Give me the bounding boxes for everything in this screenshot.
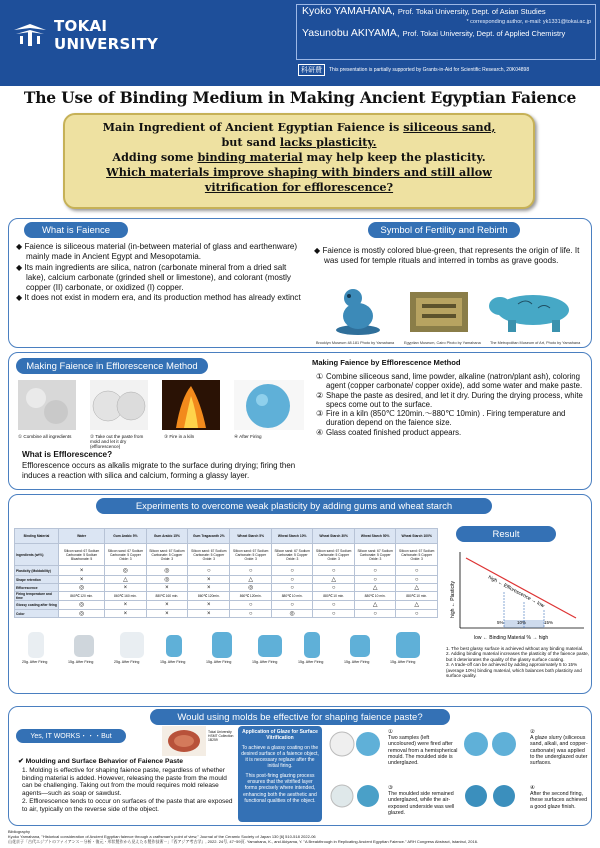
table-cell: 860℃ 120min.: [230, 592, 271, 601]
bullet: ◆ Faience is mostly colored blue-green, that represents the origin of life. It was used for temple rituals and interred in tombs as grave goods.: [314, 246, 580, 266]
table-header-cell: Wheat Starch 50%: [354, 529, 395, 544]
intro-text: Main Ingredient of Ancient Egyptian Faience is: [102, 120, 404, 134]
observation-number: ①: [388, 729, 393, 735]
bullet: ◆ Faience is siliceous material (in-between material of glass and earthenware) mainly made in Ancient Egypt and Mesopotamia.: [16, 242, 298, 262]
hippo-figurine-photo: [336, 289, 380, 335]
table-cell: ◎: [59, 584, 105, 592]
table-cell: ○: [354, 566, 395, 576]
table-cell: ×: [105, 601, 146, 610]
table-cell: ×: [188, 601, 230, 610]
photo-caption: Egyptian Museum, Cairo Photo by Yamahana: [404, 341, 481, 345]
tick-label: 10%: [517, 620, 527, 625]
table-cell: ○: [188, 566, 230, 576]
observation-number: ②: [530, 729, 535, 735]
mould-point: 1. Molding is effective for shaping faience paste, regardless of whether binding material is added. However, releasing the paste from the mould can be challenging. Taking out from the mould requires mold release agents—such as soap or sawdust.: [22, 767, 227, 798]
table-header-cell: Gum Arabic 5%: [105, 529, 146, 544]
table-cell: ○: [271, 576, 312, 584]
result-chart: [444, 548, 590, 644]
tokai-logo-icon: [12, 22, 48, 48]
intro-box: [63, 113, 535, 209]
table-cell: Silicon sand: 67 Sodium Carbonate: 5 Copper Oxide: 3: [354, 544, 395, 566]
mould-photo: [162, 726, 206, 756]
observation-2: [530, 729, 590, 766]
table-cell: Silicon sand: 67 Sodium Carbonate: 5 Copper Oxide: 3: [230, 544, 271, 566]
table-cell: ○: [396, 566, 438, 576]
result-list: 1. The best glassy surface is achieved without any binding material. 2. Adding binding material increases the plasticity of the faience paste, but it deteriorates the quality of the glassy surface coating. 3. A trade-off can be achieved by adding approximately 5 to 15% (average 10%) binding material, which balances both plasticity and surface quality.: [446, 646, 590, 679]
experiment-heading: Experiments to overcome weak plasticity by adding gums and wheat starch: [96, 498, 492, 514]
glaze-text: This post-firing glazing process ensures that the vitrified layer forms precisely where intended, enhancing both the aesthetic and functional qualities of the object.: [243, 772, 317, 804]
table-cell: Silicon sand: 67 Sodium Carbonate: 5 Copper Oxide: 3: [105, 544, 146, 566]
blue-hippo-photo: [489, 295, 569, 332]
table-cell: 860℃ 160 min.: [105, 592, 146, 601]
table-header-cell: Wheat Starch 5%: [230, 529, 271, 544]
dried-paste-photo: [90, 380, 148, 430]
sample-caption: 15g. After Firing: [344, 660, 370, 664]
sample-photo: [28, 632, 44, 658]
grant-seal: 科研費: [298, 64, 325, 76]
bullet: ◆ Its main ingredients are silica, natron (carbonate mineral from a dried salt lake), calcium carbonate (grinded shell or limestone), and colorant (mostly copper (II) carbonate, or oxidized (I) copper.: [16, 262, 291, 293]
table-cell: ◎: [146, 576, 187, 584]
y-label: high ← Plasticity: [450, 581, 456, 618]
method-heading: Making Faience in Efflorescence Method: [16, 358, 208, 374]
table-cell: Silicon sand: 67 Sodium Carbonate: 5 Copper Oxide: 3: [271, 544, 312, 566]
ingredients-photo: [18, 380, 76, 430]
bullet-text: It does not exist in modern era, and its production method has already extinct: [24, 293, 301, 303]
table-row: [15, 576, 438, 584]
table-cell: 880℃ 10 min.: [354, 592, 395, 601]
table-header-cell: Water: [59, 529, 105, 544]
author2-affiliation: Prof. Tokai University, Dept. of Applied Chemistry: [402, 29, 566, 38]
sample-photo: [396, 632, 420, 658]
poster-title: The Use of Binding Medium in Making Ancient Egyptian Faience: [23, 88, 577, 107]
table-row: [15, 610, 438, 618]
row-header: Plasticity (Moldability): [15, 566, 59, 576]
bibliography-title: Bibliography: [8, 829, 31, 834]
photo-caption: Brooklyn Museum 48.181 Photo by Yamahana: [316, 341, 395, 345]
table-cell: ×: [146, 584, 187, 592]
table-cell: ◎: [59, 601, 105, 610]
intro-highlight: lacks plasticity.: [279, 135, 377, 149]
table-header-cell: Binding Material: [15, 529, 59, 544]
observation-number: ④: [530, 785, 535, 791]
sample-caption: 15g. After Firing: [160, 660, 186, 664]
sample-photo: [350, 635, 370, 657]
symbol-heading: Symbol of Fertility and Rebirth: [368, 222, 520, 238]
table-cell: 880℃ 10 min.: [313, 592, 354, 601]
table-cell: ×: [146, 601, 187, 610]
table-header-cell: Wheat Starch 10%: [271, 529, 312, 544]
result-item: The best glassy surface is achieved without any binding material.: [451, 646, 584, 651]
table-row: [15, 544, 438, 566]
step-number: ③: [316, 409, 323, 419]
sample-caption: 15g. After Firing: [206, 660, 232, 664]
mould-subheading-text: Moulding and Surface Behavior of Faience Paste: [25, 758, 184, 765]
intro-text: but sand: [221, 135, 280, 149]
efflorescence-question: What is Efflorescence?: [22, 450, 113, 459]
photo-caption: The Metropolitan Museum of Art, Photo by Yamahana: [490, 341, 581, 345]
table-cell: △: [396, 601, 438, 610]
result-item: A trade-off can be achieved by adding approximately 5 to 15% (average 10%) binding material, which balances both plasticity and surface quality.: [446, 662, 582, 679]
table-cell: ○: [396, 576, 438, 584]
table-cell: Silicon sand: 67 Sodium Carbonate: 5 Copper Oxide: 3: [396, 544, 438, 566]
table-cell: ×: [188, 610, 230, 618]
process-step-photos: [16, 378, 308, 432]
grant-text: This presentation is partially supported by Grants-in-Aid for Scientific Research, 20K04898: [329, 67, 530, 73]
table-cell: ○: [313, 584, 354, 592]
step-caption: ② Take out the paste from mold and let it dry (efflorescence): [90, 434, 144, 450]
table-cell: ○: [230, 610, 271, 618]
intro-question: vitrification for efflorescence?: [204, 180, 394, 194]
table-cell: ◎: [59, 610, 105, 618]
row-header: Efflorescence: [15, 584, 59, 592]
glaze-title: Application of Glaze for Surface Vitrification: [242, 729, 318, 742]
bullet-text: Its main ingredients are silica, natron (carbonate mineral from a dried salt lake), calcium carbonate (grinded shell or limestone), and colorant (mostly copper (II) carbonate, or oxidized (I) copper.: [24, 262, 291, 293]
sample-photo: [304, 632, 320, 658]
step-text: Shape the paste as desired, and let it dry. During the drying process, white specs come out to the surface.: [326, 390, 583, 409]
kiln-fire-photo: [162, 380, 220, 430]
table-header-cell: Wheat Starch 100%: [396, 529, 438, 544]
step-number: ②: [316, 390, 323, 400]
result-item: Adding binding material increases the plasticity of the faience paste, but it deteriorates the quality of the glassy surface coating.: [446, 651, 590, 662]
table-cell: ○: [396, 610, 438, 618]
sample-photo: [120, 632, 144, 658]
sample-photos: [18, 628, 438, 664]
step-caption: ④ After Firing: [234, 434, 262, 439]
observation-text: After the second firing, these surfaces achieved a good glaze finish.: [530, 791, 588, 810]
table-cell: ○: [230, 566, 271, 576]
table-header-cell: Wheat Starch 30%: [313, 529, 354, 544]
observation-text: Two samples (left uncoloured) were fired after removal from a hemispherical mould. The moulded side is underglazed.: [388, 735, 458, 767]
mould-points: [22, 767, 234, 813]
table-cell: 860℃ 120min.: [188, 592, 230, 601]
table-cell: ×: [59, 576, 105, 584]
observation-4: [530, 785, 590, 810]
table-cell: ○: [271, 584, 312, 592]
bullet-text: Faience is mostly colored blue-green, that represents the origin of life. It was used for temple rituals and interred in tombs as grave goods.: [322, 246, 580, 266]
step-text: Glass coated finished product appears.: [326, 427, 462, 437]
table-header-cell: Gum Arabic 15%: [146, 529, 187, 544]
intro-highlight: binding material: [197, 150, 303, 164]
sample-caption: 25g. After Firing: [22, 660, 48, 664]
table-cell: ○: [313, 610, 354, 618]
observation-number: ③: [388, 785, 393, 791]
intro-text: Adding some: [112, 150, 198, 164]
mould-sample-photos-right: [460, 730, 528, 820]
table-cell: ○: [271, 566, 312, 576]
molds-heading: Would using molds be effective for shaping faience paste?: [150, 709, 450, 725]
mould-photo-caption: Tokai University HSMT Collection 1B259: [208, 730, 234, 742]
intro-question: Which materials improve shaping with binders and still allow: [106, 165, 492, 179]
bibliography-entry: 山花京子「古代エジプトのファイアンス－分析・復元・形状製作から見えたる製作技術－」『西アジア考古学』, 2022. 24号, 47~59頁. Yamahana, K., and Akiyama, Y. "A Breakthrough in Replicating Ancient Egyptian Faience." ARH Congress Abstract, Istanbul, 2016.: [8, 839, 479, 844]
table-cell: Silicon sand: 67 Sodium Carbonate: 5 Copper Oxide: 3: [313, 544, 354, 566]
observation-1: [388, 729, 458, 766]
glaze-box: [238, 726, 322, 822]
sample-photo: [212, 632, 232, 658]
sample-caption: 15g. After Firing: [68, 660, 94, 664]
authors-box: [296, 4, 596, 60]
step-text: Fire in a kiln (850℃ 120min.～880℃ 10min) . Firing temperature and duration depend on the faience size.: [326, 409, 566, 428]
table-cell: △: [313, 576, 354, 584]
intro-highlight: siliceous sand,: [403, 120, 496, 134]
table-row: [15, 592, 438, 601]
observation-text: The moulded side remained underglazed, while the air-exposed underside was well glazed.: [388, 791, 455, 816]
table-cell: ◎: [146, 566, 187, 576]
table-cell: 880℃ 10 min.: [271, 592, 312, 601]
step-text: Combine siliceous sand, lime powder, alkaline (natron/plant ash), coloring agent (copper carbonate/ copper oxide), add some water and make paste.: [326, 372, 583, 391]
table-cell: Silicon sand: 67 Sodium Carbonate: 5 Sodium Bicarbonate: 5: [59, 544, 105, 566]
table-cell: △: [105, 576, 146, 584]
table-cell: ×: [188, 584, 230, 592]
table-cell: ×: [188, 576, 230, 584]
x-label: low ← Binding Material % → high: [474, 635, 549, 641]
bibliography: [8, 829, 596, 844]
tick-label: 15%: [544, 620, 554, 625]
what-heading: What is Faience: [24, 222, 128, 238]
step-number: ①: [316, 372, 323, 381]
row-header: Firing temperature and time: [15, 592, 59, 601]
observation-3: [388, 785, 458, 816]
bullet-text: Faience is siliceous material (in-between material of glass and earthenware) mainly made in Ancient Egypt and Mesopotamia.: [24, 242, 298, 262]
table-cell: ◎: [271, 610, 312, 618]
mould-point: 2. Efflorescence tends to occur on surfaces of the paste that are exposed to air, typically on the reverse side of the object.: [22, 797, 233, 813]
sample-caption: 15g. After Firing: [252, 660, 278, 664]
method-steps: [316, 372, 588, 437]
efflorescence-answer: Efflorescence occurs as alkalis migrate to the surface during drying; firing then induces a reaction with silica and calcium, forming a glassy layer.: [22, 461, 296, 480]
sample-photo: [166, 635, 182, 657]
table-cell: ×: [105, 610, 146, 618]
bullet: ◆ It does not exist in modern era, and its production method has already extinct: [16, 293, 301, 303]
what-bullets: [16, 242, 308, 304]
university-name: TOKAI UNIVERSITY: [54, 17, 159, 53]
row-header: Ingredients (wt%): [15, 544, 59, 566]
method-steps-title: Making Faience by Efflorescence Method: [312, 358, 461, 367]
table-row: [15, 601, 438, 610]
step-number: ④: [316, 427, 323, 437]
fired-faience-photo: [234, 380, 304, 430]
line-label: high ← Efflorescence → low: [487, 574, 546, 610]
table-row: [15, 566, 438, 576]
observation-text: A glaze slurry (siliceous sand, alkali, and copper-carbonate) was applied to the underglazed outer surfaces.: [530, 735, 588, 767]
experiment-table: [14, 528, 438, 618]
symbol-bullets: [314, 246, 590, 267]
table-cell: ○: [313, 601, 354, 610]
author1-name: Kyoko YAMAHANA,: [302, 5, 395, 17]
faience-artifacts-photos: [318, 284, 588, 338]
table-cell: 860℃ 120 min.: [59, 592, 105, 601]
table-cell: △: [396, 584, 438, 592]
tick-label: 5%: [497, 620, 504, 625]
table-cell: ×: [105, 584, 146, 592]
table-cell: ○: [230, 601, 271, 610]
table-cell: ○: [354, 576, 395, 584]
table-cell: ◎: [105, 566, 146, 576]
sample-photo: [258, 635, 282, 657]
header-banner: [0, 0, 600, 86]
table-cell: Silicon sand: 67 Sodium Carbonate: 5 Copper Oxide: 3: [188, 544, 230, 566]
table-cell: Silicon sand: 67 Sodium Carbonate: 5 Copper Oxide: 3: [146, 544, 187, 566]
table-cell: △: [354, 601, 395, 610]
sample-caption: 15g. After Firing: [298, 660, 324, 664]
table-cell: 880℃ 160 min.: [146, 592, 187, 601]
table-cell: △: [354, 584, 395, 592]
table-cell: 880℃ 10 min.: [396, 592, 438, 601]
table-cell: ○: [313, 566, 354, 576]
table-cell: ×: [59, 566, 105, 576]
result-heading: Result: [456, 526, 556, 542]
efflorescence-line: [466, 558, 576, 618]
table-cell: ×: [146, 610, 187, 618]
mould-sample-photos-left: [328, 730, 386, 820]
contact-email: * corresponding author, e-mail: yk1331@tokai.ac.jp: [466, 19, 591, 25]
glaze-text: To achieve a glassy coating on the desired surface of a faience object, it is necessary reglaze after the initial firing.: [241, 744, 319, 770]
step-caption: ③ Fire in a kiln: [164, 434, 195, 439]
sample-caption: 25g. After Firing: [114, 660, 140, 664]
sample-captions: [14, 660, 438, 668]
ushabti-box-photo: [410, 292, 468, 332]
university-logo: [12, 18, 202, 52]
bibliography-entry: Kyoko Yamahana, "Historical consideration of Ancient Egyptian faience through a craftsman's point of view," Journal of the Ceramic Society of Japan 130 [6] 510-518 2022-06: [8, 834, 316, 839]
row-header: Color: [15, 610, 59, 618]
yes-it-works-pill: Yes, IT WORKS・・・But: [16, 729, 126, 743]
table-row: [15, 584, 438, 592]
table-cell: ○: [271, 601, 312, 610]
table-cell: ◎: [230, 584, 271, 592]
grant-note: [298, 64, 598, 76]
mould-subheading: ✔ Moulding and Surface Behavior of Faience Paste: [18, 758, 184, 765]
sample-photo: [74, 635, 94, 657]
sample-caption: 15g. After Firing: [390, 660, 416, 664]
intro-text: may help keep the plasticity.: [302, 150, 486, 164]
row-header: Glossy coating after firing: [15, 601, 59, 610]
table-header-cell: Gum Tragacanth 2%: [188, 529, 230, 544]
table-cell: ○: [354, 610, 395, 618]
table-cell: △: [230, 576, 271, 584]
row-header: Shape retention: [15, 576, 59, 584]
author2-name: Yasunobu AKIYAMA,: [302, 27, 400, 39]
step-caption: ① Combine all ingredients: [18, 434, 72, 439]
author1-affiliation: Prof. Tokai University, Dept. of Asian Studies: [397, 7, 546, 16]
